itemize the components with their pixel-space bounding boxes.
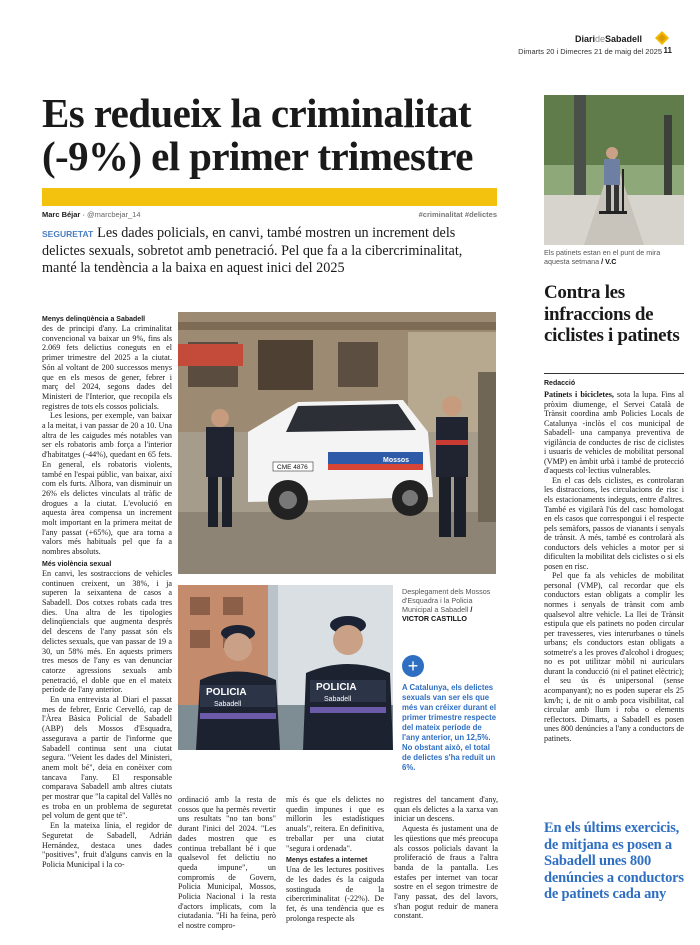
page-number: 11 [663, 46, 672, 55]
byline-row [42, 210, 497, 221]
section-tag: SEGURETAT [42, 229, 94, 239]
paragraph: Aquesta és justament una de les qüestions que més preocupa als cossos policials davant la proliferació de fraus a l'altra banda de la pantalla. Les estafes per internet van tocar sostre en el segon trimestre de l'any passat, des del lavors, s'han pogut reduir de manera constant. [394, 824, 498, 921]
article-column-1 [42, 312, 172, 870]
vest-text-policia-1: POLICIA [206, 687, 247, 698]
caption-text: Desplegament dels Mossos d'Esquadra i la Policia Municipal a Sabadell [402, 587, 491, 614]
byline-separator: · [82, 210, 85, 219]
paragraph: Les lesions, per exemple, van baixar a la meitat, i van passar de 20 a 10. Una altra de les caigudes més notables van ser els robatoris amb força a l'interior d'habitatges (-44%), quedant en 65 fets. En general, els robatoris violents, també en l'espai públic, van baixar, així com els furts. Alhora, van disminuir un 26% els delictes vinculats al tràfic de drogues a la ciutat. L'evolució en aquesta àrea compensa un increment molt important en la primera meitat de l'any passat (+65%), que ara torna a valors més habituals pel que fa a nombres absoluts. [42, 411, 172, 557]
paragraph: Pel que fa als vehicles de mobilitat personal (VMP), cal recordar que els conductors estan obligats a complir les normes i senyals de trànsit com amb qualsevol altre vehicle. La llei de Trànsit estipula que els patinets no poden circular per travesseres, vies interurbanes o túnels urbans; els conductors estan obligats a sotmetre's a les proves d'alcohol i drogues; no es pot utilitzar mòbil ni auriculars durant la conducció (ni el patinet elèctric); el seu ús és unipersonal (sense acompanyant); no es poden superar els 25 km/h; i, de nit o amb poca visibilitat, cal circular amb llum i roba o elements reflectors. Dimarts, a Sabadell es posen unes 800 denúncies a l'any a conductors de patinets. [544, 571, 684, 743]
brand-de: de [594, 34, 605, 44]
article-column-4 [394, 795, 498, 921]
paragraph: En una entrevista al Diari el passat mes de febrer, Enric Cervelló, cap de l'Àrea Bàsica Policial de Sabadell (ABP) dels Mossos d'Esquadra, assegurava a partir de l'informe que Sabadell continua sent una ciutat segura. "Veient les dades del Ministeri, anem molt bé", deia en conèixer com tancava l'any. El responsable comparava Sabadell amb altres ciutats per mostrar que "la capital del Vallès no es troba en un problema de seguretat pel volum de gent que té". [42, 695, 172, 821]
highlight-box: A Catalunya, els delictes sexuals van ser els que més van créixer durant el primer trimestre respecte del mateix període de l'any anterior, un 12,5%. No obstant això, el total de delictes s'ha reduït un 6%. [402, 683, 497, 772]
sidebar-caption-text: Els patinets estan en el punt de mira aquesta setmana [544, 248, 661, 266]
subhead-menys-estafes: Menys estafes a internet [286, 857, 368, 865]
article-column-2 [178, 795, 276, 931]
article-headline: Es redueix la criminalitat (-9%) el primer trimestre [42, 90, 473, 179]
masthead [575, 34, 642, 44]
sidebar-lead-bold: Patinets i bicicletes, [544, 390, 614, 399]
sidebar-caption-credit: / V.C [601, 257, 617, 266]
vest-text-policia-2: POLICIA [316, 682, 357, 693]
article-column-3 [286, 795, 384, 923]
author-handle: @marcbejar_14 [87, 210, 141, 219]
license-plate: CME 4876 [277, 464, 308, 471]
article-tags: #criminalitat #delictes [418, 210, 497, 219]
photo-mossos-car [178, 312, 496, 574]
paragraph [544, 390, 684, 476]
paragraph: En el cas dels ciclistes, es controlaran les distraccions, les circulacions de risc i els estacionaments indeguts, entre d'altres. També es vigilarà l'ús del casc homologat en els casos que correspongui i el respecte pels semàfors, passos de vianants i senyals de trànsit. A més, també es controlarà als conductors dels vehicles a motor per si dificulten la mobilitat dels ciclistes o si els posen en risc. [544, 475, 684, 571]
vest-text-sabadell-2: Sabadell [324, 696, 352, 703]
sidebar-pullquote: En els últims exercicis, de mitjana es posen a Sabadell unes 800 denúncies a conductors de patinets cada any [544, 820, 684, 902]
paragraph: En canvi, les sostraccions de vehicles continuen creixent, un 38%, i ja superen la seixantena de casos a Sabadell. Dos cotxes robats cada tres dies. Una altra de les tipologies delinqüencials que augmenta després del descens de l'any passat són els delictes sexuals, que van passar de 19 a 30, un 58% més. En aquests primers tres mesos de l'any es van denunciar catorze agressions sexuals amb penetració, el doble que en el mateix període de l'any anterior. [42, 568, 172, 695]
subhead-menys-delinquencia: Menys delinqüència a Sabadell [42, 316, 146, 323]
paragraph: registres del tancament d'any, quan els delictes a la xarxa van iniciar un descens. [394, 795, 498, 824]
caption-credit: / VICTOR CASTILLO [402, 605, 473, 623]
photo-municipal-police [178, 585, 393, 750]
diari-sabadell-logo-icon [654, 30, 670, 46]
brand-city: Sabadell [604, 34, 642, 44]
yellow-accent-bar [42, 188, 497, 206]
paragraph: Una de les lectures positives de les dades és la caiguda sostinguda de la cibercriminalitat (-22%). De fet, és una tendència que es prolonga respecte als [286, 865, 384, 923]
divider [544, 373, 684, 374]
paragraph: des de principi d'any. La criminalitat convencional va baixar un 9%, fins als 2.069 fets delictius coneguts en el primer trimestre del 2025 a la ciutat. Són al voltant de 200 successos menys que en els mesos de gener, febrer i març del 2024, segons dades del Ministeri de l'Interior, que recopila els registres de tots els cossos policials. [42, 324, 172, 411]
lead-text: Les dades policials, en canvi, també mostren un increment dels delictes sexuals, sobretot amb penetració. Pel que fa a la cibercriminalitat, manté la tendència a la baixa en aquest inici del 2025 [42, 225, 463, 276]
sidebar-p1: sota la lupa. Fins al pròxim diumenge, el Servei Català de Trànsit coordina amb Policies Locals de Catalunya -inclòs el cos municipal de Sabadell- una campanya preventiva de vigilància de conductes de risc de ciclistes i usuaris de vehicles de mobilitat personal (VMP) en àmbit urbà i també de protecció d'aquests col·lectius vulnerables. [544, 390, 685, 476]
author-name: Marc Béjar [42, 210, 81, 219]
brand-main: Diari [574, 34, 595, 44]
plus-icon: + [402, 655, 424, 677]
photo-caption [402, 587, 498, 623]
subhead-violencia-sexual: Més violència sexual [42, 560, 112, 568]
car-logo-text: Mossos [383, 457, 410, 464]
article-lead [42, 225, 497, 277]
issue-date: Dimarts 20 i Dimecres 21 de maig del 2025 [518, 47, 662, 56]
photo-scooter [544, 95, 684, 245]
sidebar-photo-caption [544, 248, 684, 266]
paragraph: mís és que els delictes no quedin impunes i que es millorin les estadístiques anuals", reitera. En definitiva, treballar per una ciutat "segura i ordenada". [286, 795, 384, 853]
sidebar-byline: Redacció [544, 380, 576, 387]
sidebar-headline: Contra les infraccions de ciclistes i patinets [544, 282, 680, 346]
paragraph: ordinació amb la resta de cossos que ha permès revertir uns resultats "no tan bons" durant l'inici del 2024. "Les dades mostren que es continua treballant bé i que qualsevol fet delictiu no queda impune", un compromís de Govern, Policia Municipal, Mossos, Policia Nacional i la resta d'actors implicats, com la ciutadania. "Hi ha feina, però el nostre compro- [178, 795, 276, 931]
vest-text-sabadell-1: Sabadell [214, 701, 242, 708]
sidebar-body [544, 390, 684, 743]
paragraph: En la mateixa línia, el regidor de Seguretat de Sabadell, Adrián Hernández, destaca unes dades "positives", fruit d'alguns canvis en la Policia Municipal i la co- [42, 821, 172, 869]
